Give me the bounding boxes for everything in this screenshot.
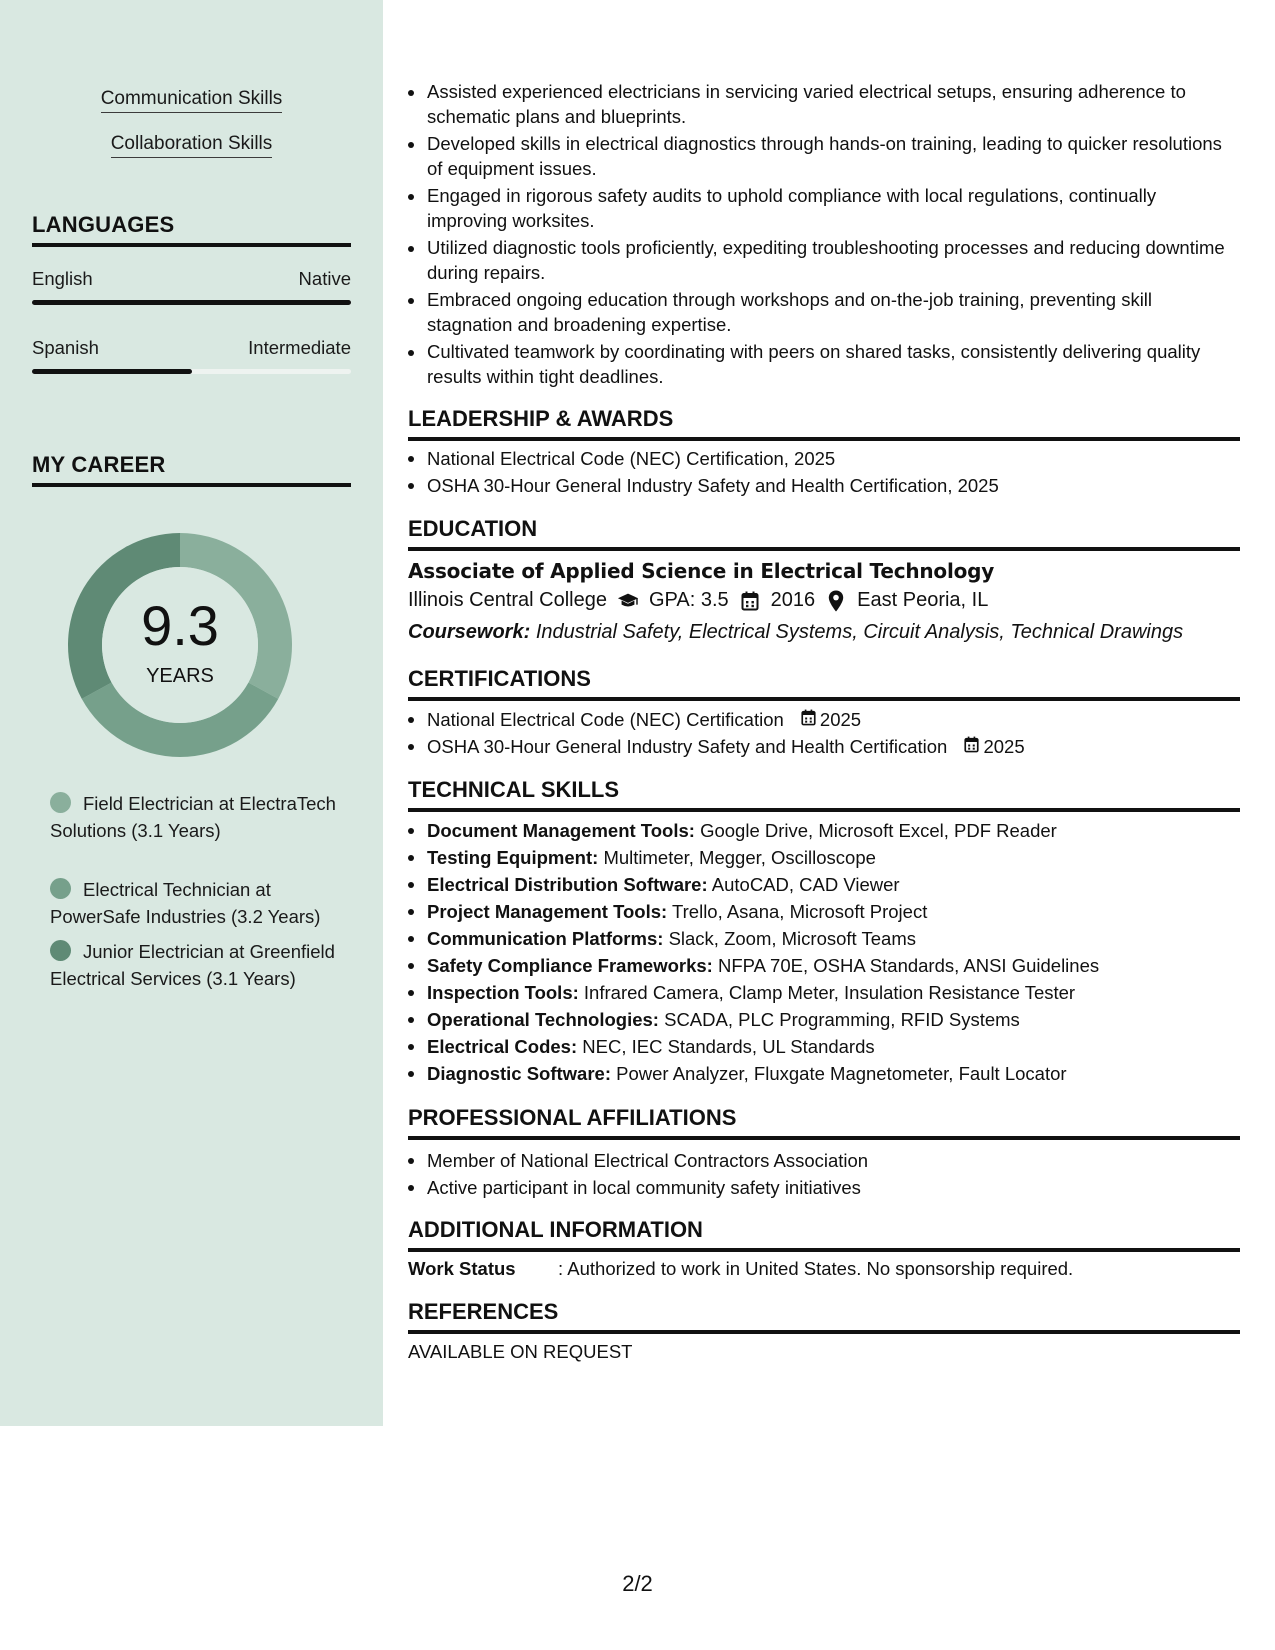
- language-row: [32, 337, 351, 359]
- list-item: Diagnostic Software: Power Analyzer, Fluxgate Magnetometer, Fault Locator: [408, 1061, 1240, 1086]
- language-name: English: [32, 268, 93, 289]
- list-item: Embraced ongoing education through workshops and on-the-job training, preventing skill stagnation and broadening expertise.: [408, 288, 1240, 337]
- calendar-icon: [801, 707, 816, 732]
- technical-skills-heading: TECHNICAL SKILLS: [408, 777, 1240, 812]
- leadership-heading: LEADERSHIP & AWARDS: [408, 406, 1240, 441]
- list-item: Electrical Codes: NEC, IEC Standards, UL Standards: [408, 1034, 1240, 1059]
- language-level: Native: [298, 268, 351, 289]
- references-heading: REFERENCES: [408, 1299, 1240, 1334]
- additional-info-heading: ADDITIONAL INFORMATION: [408, 1217, 1240, 1252]
- language-proficiency-bar: [32, 369, 351, 374]
- education-gpa: GPA: 3.5: [648, 589, 729, 611]
- affiliations-list: [408, 1148, 1240, 1202]
- list-item: Document Management Tools: Google Drive, Microsoft Excel, PDF Reader: [408, 818, 1240, 843]
- career-legend-item: Field Electrician at ElectraTech Solutions (3.1 Years): [50, 793, 336, 841]
- work-status-row: [408, 1258, 1240, 1280]
- career-heading: MY CAREER: [32, 452, 351, 487]
- map-pin-icon: [825, 590, 847, 612]
- skill-link[interactable]: Collaboration Skills: [0, 133, 383, 155]
- language-proficiency-bar: [32, 300, 351, 305]
- language-proficiency-fill: [32, 369, 192, 374]
- education-school: Illinois Central College: [408, 589, 607, 611]
- certifications-list: [408, 707, 1240, 761]
- sidebar: [0, 0, 383, 1426]
- legend-dot: [50, 940, 71, 961]
- list-item: Utilized diagnostic tools proficiently, expediting troubleshooting processes and reducing downtime during repairs.: [408, 236, 1240, 285]
- list-item: National Electrical Code (NEC) Certification, 2025: [408, 446, 1240, 471]
- leadership-list: [408, 446, 1240, 500]
- education-heading: EDUCATION: [408, 516, 1240, 551]
- list-item: Inspection Tools: Infrared Camera, Clamp Meter, Insulation Resistance Tester: [408, 980, 1240, 1005]
- page-number: 2/2: [622, 1571, 653, 1596]
- list-item: Developed skills in electrical diagnostics through hands-on training, leading to quicker resolutions of equipment issues.: [408, 132, 1240, 181]
- affiliations-heading: PROFESSIONAL AFFILIATIONS: [408, 1105, 1240, 1140]
- education-location: East Peoria, IL: [857, 589, 989, 611]
- calendar-icon: [964, 734, 979, 759]
- language-name: Spanish: [32, 337, 99, 358]
- list-item: Engaged in rigorous safety audits to uphold compliance with local regulations, continually improving worksites.: [408, 184, 1240, 233]
- list-item: Testing Equipment: Multimeter, Megger, Oscilloscope: [408, 845, 1240, 870]
- career-legend-item: Junior Electrician at Greenfield Electrical Services (3.1 Years): [50, 941, 335, 989]
- list-item: Electrical Distribution Software: AutoCAD, CAD Viewer: [408, 872, 1240, 897]
- certifications-heading: CERTIFICATIONS: [408, 666, 1240, 701]
- skill-link[interactable]: Communication Skills: [0, 88, 383, 110]
- languages-heading: LANGUAGES: [32, 212, 351, 247]
- technical-skills-list: [408, 818, 1240, 1088]
- list-item: Operational Technologies: SCADA, PLC Programming, RFID Systems: [408, 1007, 1240, 1032]
- list-item: Cultivated teamwork by coordinating with peers on shared tasks, consistently delivering quality results within tight deadlines.: [408, 340, 1240, 389]
- education-details: [408, 589, 988, 612]
- education-coursework: Coursework: Industrial Safety, Electrical Systems, Circuit Analysis, Technical Drawings: [408, 621, 1184, 643]
- list-item: National Electrical Code (NEC) Certification 2025: [408, 707, 1240, 732]
- career-unit: YEARS: [146, 665, 214, 687]
- list-item: Safety Compliance Frameworks: NFPA 70E, OSHA Standards, ANSI Guidelines: [408, 953, 1240, 978]
- list-item: OSHA 30-Hour General Industry Safety and Health Certification 2025: [408, 734, 1240, 759]
- education-year: 2016: [770, 589, 816, 611]
- list-item: Project Management Tools: Trello, Asana, Microsoft Project: [408, 899, 1240, 924]
- legend-dot: [50, 878, 71, 899]
- work-status-label: Work Status: [408, 1258, 516, 1279]
- list-item: Active participant in local community safety initiatives: [408, 1175, 1240, 1200]
- work-status-value: : Authorized to work in United States. No sponsorship required.: [558, 1258, 1074, 1279]
- list-item: Communication Platforms: Slack, Zoom, Microsoft Teams: [408, 926, 1240, 951]
- language-level: Intermediate: [248, 337, 351, 358]
- calendar-icon: [739, 590, 761, 612]
- education-degree: Associate of Applied Science in Electrical Technology: [408, 559, 995, 583]
- language-row: [32, 268, 351, 290]
- legend-dot: [50, 792, 71, 813]
- graduation-cap-icon: [617, 590, 639, 612]
- language-proficiency-fill: [32, 300, 351, 305]
- list-item: Assisted experienced electricians in servicing varied electrical setups, ensuring adherence to schematic plans and blueprints.: [408, 80, 1240, 129]
- career-legend-item: Electrical Technician at PowerSafe Industries (3.2 Years): [50, 879, 321, 927]
- references-text: AVAILABLE ON REQUEST: [408, 1341, 633, 1362]
- list-item: OSHA 30-Hour General Industry Safety and Health Certification, 2025: [408, 473, 1240, 498]
- career-total-years: 9.3: [141, 594, 219, 657]
- list-item: Member of National Electrical Contractors Association: [408, 1148, 1240, 1173]
- experience-bullets: [408, 80, 1240, 392]
